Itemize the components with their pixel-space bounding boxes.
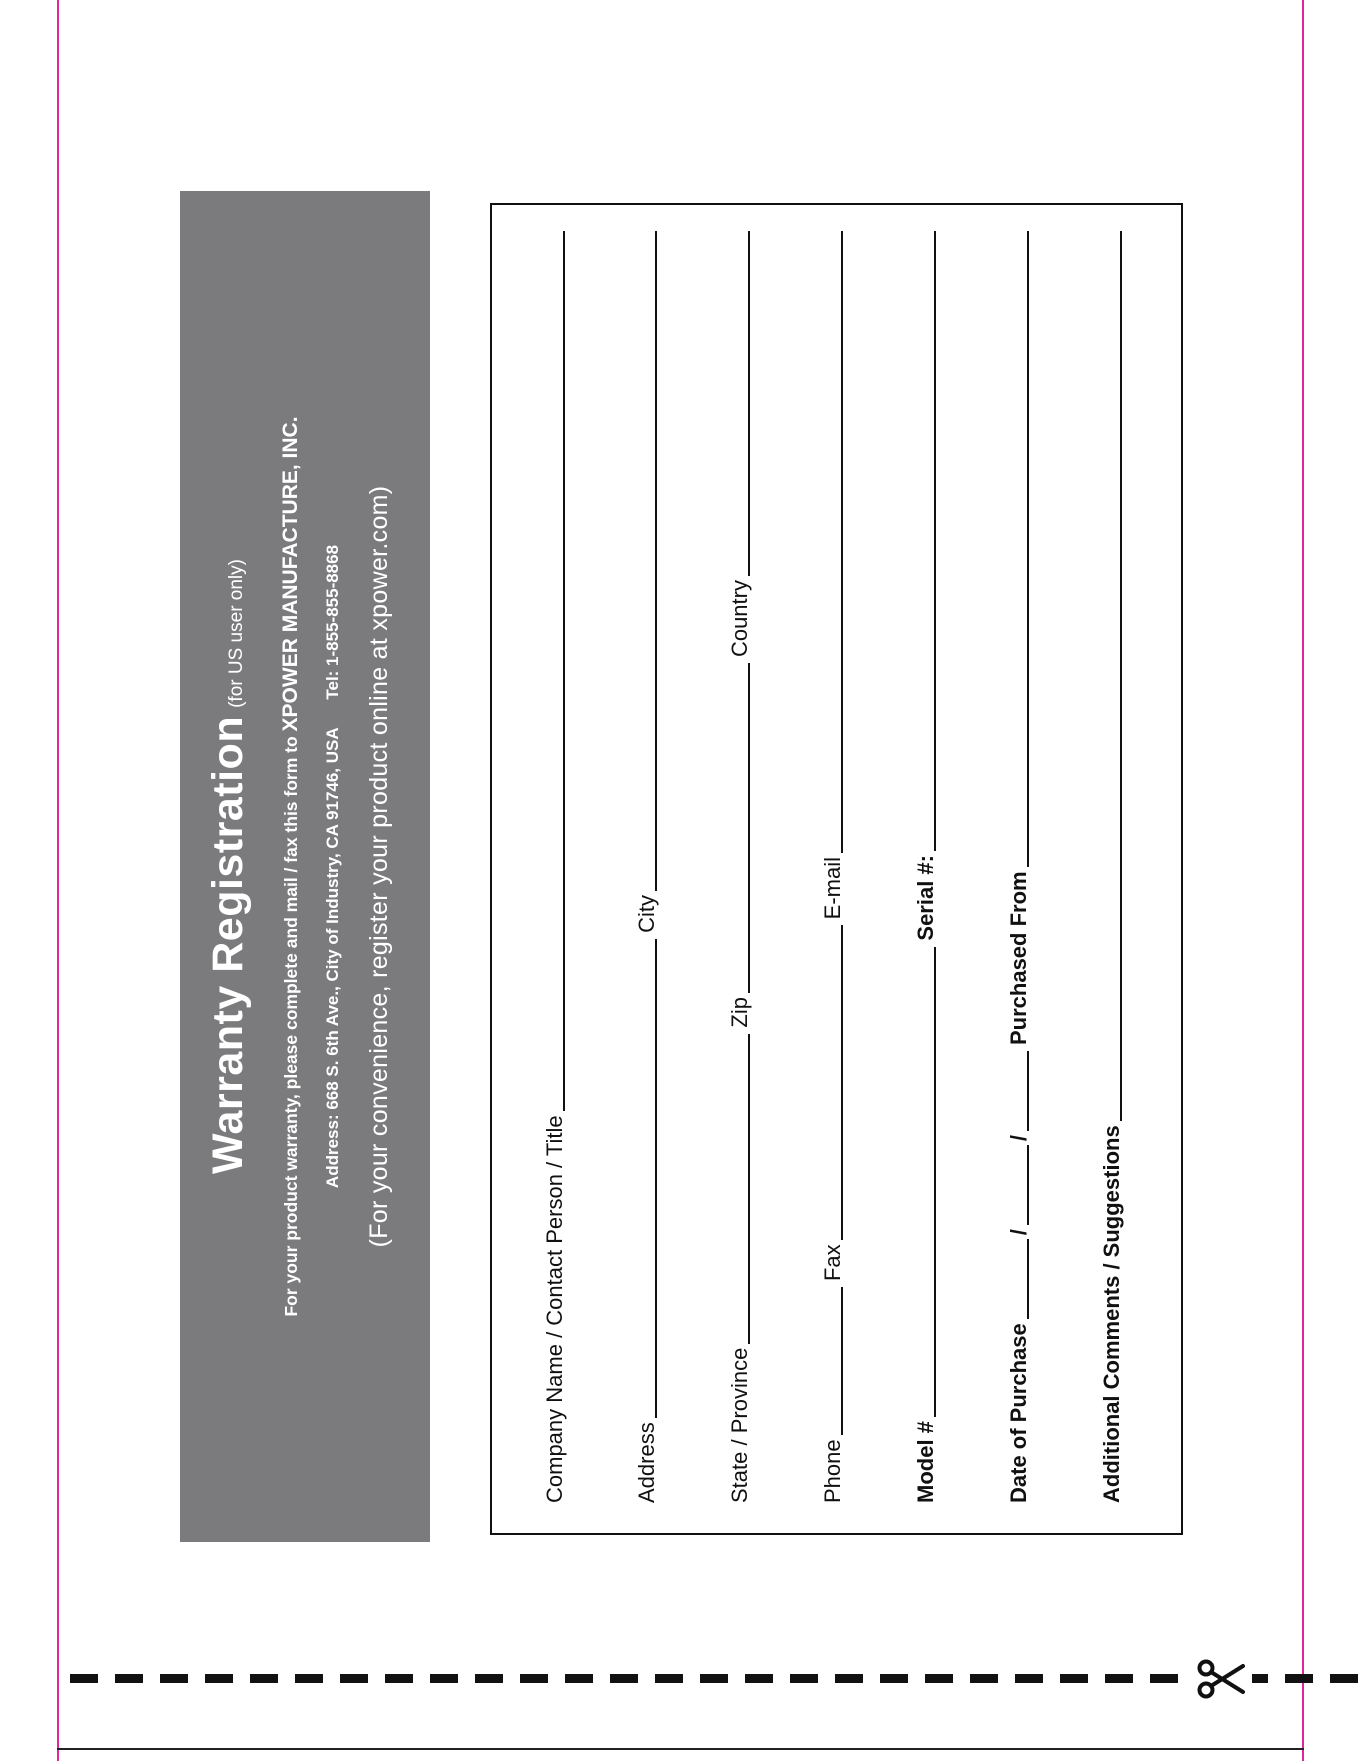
address-text: Address: 668 S. 6th Ave., City of Industry, CA 91746, USA — [323, 727, 342, 1189]
registration-form — [490, 203, 1183, 1535]
phone-field[interactable] — [841, 1287, 843, 1435]
row-phone — [806, 231, 846, 1503]
instructions — [276, 191, 306, 1542]
cut-line — [70, 1674, 1360, 1683]
row-address — [620, 231, 660, 1503]
date-year-field[interactable] — [1027, 1051, 1029, 1131]
date-separator-2: / — [1006, 1135, 1031, 1142]
city-label: City — [634, 895, 659, 933]
country-field[interactable] — [748, 231, 750, 576]
model-field[interactable] — [934, 947, 936, 1417]
fax-field[interactable] — [841, 925, 843, 1240]
trim-line-left — [57, 0, 59, 1761]
phone-label: Phone — [820, 1439, 845, 1503]
warranty-header — [180, 191, 430, 1542]
row-model — [899, 231, 939, 1503]
model-label: Model # — [913, 1421, 938, 1503]
company-field[interactable] — [563, 231, 565, 1111]
page-title — [198, 191, 268, 1542]
zip-label: Zip — [727, 997, 752, 1028]
row-comments — [1085, 231, 1125, 1503]
date-day-field[interactable] — [1027, 1145, 1029, 1225]
email-field[interactable] — [841, 231, 843, 853]
serial-field[interactable] — [934, 231, 936, 851]
address-label: Address — [634, 1422, 659, 1503]
contact-line — [318, 191, 348, 1542]
address-field[interactable] — [655, 939, 657, 1418]
title-note: (for US user only) — [226, 559, 247, 708]
serial-label: Serial #: — [913, 855, 938, 941]
scissors-icon — [1192, 1650, 1252, 1708]
date-label: Date of Purchase — [1006, 1323, 1031, 1503]
instruction-text: For your product warranty, please complete and mail / fax this form to — [281, 736, 301, 1317]
state-field[interactable] — [748, 1034, 750, 1344]
row-state — [713, 231, 753, 1503]
title-main: Warranty Registration — [204, 715, 252, 1174]
purchased-from-field[interactable] — [1027, 231, 1029, 867]
city-field[interactable] — [655, 231, 657, 891]
comments-field[interactable] — [1120, 231, 1122, 1121]
fax-label: Fax — [820, 1244, 845, 1282]
country-label: Country — [727, 580, 752, 658]
zip-field[interactable] — [748, 663, 750, 993]
date-month-field[interactable] — [1027, 1239, 1029, 1319]
comments-label: Additional Comments / Suggestions — [1099, 1125, 1124, 1503]
warranty-card — [180, 191, 1187, 1542]
company-label: Company Name / Contact Person / Title — [542, 1115, 567, 1503]
company-name: XPOWER MANUFACTURE, INC. — [279, 416, 302, 732]
state-label: State / Province — [727, 1347, 752, 1503]
date-separator-1: / — [1006, 1229, 1031, 1236]
trim-line-bottom — [57, 1748, 1304, 1750]
tel-text: Tel: 1-855-855-8868 — [323, 544, 342, 700]
trim-line-right — [1302, 0, 1304, 1761]
online-note: (For your convenience, register your product online at xpower.com) — [365, 485, 393, 1248]
purchased-from-label: Purchased From — [1006, 871, 1031, 1046]
row-date — [992, 231, 1032, 1503]
row-company — [528, 231, 568, 1503]
email-label: E-mail — [820, 857, 845, 920]
